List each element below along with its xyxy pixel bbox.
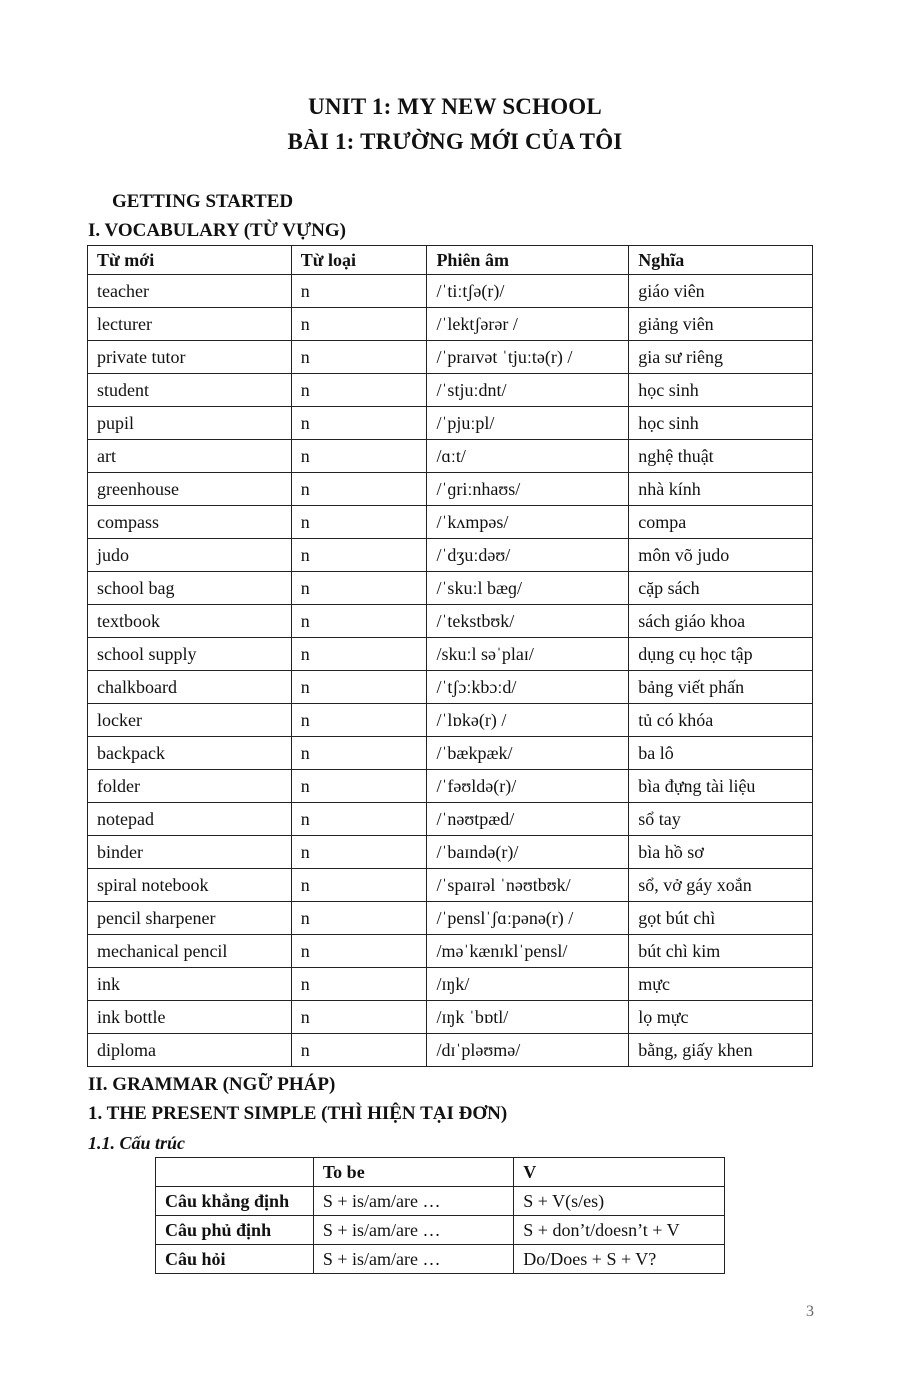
pronunciation-cell: /ˈtiːtʃə(r)/ <box>427 275 629 308</box>
word-cell: art <box>88 440 292 473</box>
table-row <box>88 770 813 803</box>
word-cell: private tutor <box>88 341 292 374</box>
header-word-type: Từ loại <box>291 246 427 275</box>
word-cell: spiral notebook <box>88 869 292 902</box>
word-type-cell: n <box>291 803 427 836</box>
pronunciation-cell: /ˈpenslˈʃɑːpənə(r) / <box>427 902 629 935</box>
sentence-type-cell: Câu khẳng định <box>156 1187 314 1216</box>
pronunciation-cell: /ˈstjuːdnt/ <box>427 374 629 407</box>
word-type-cell: n <box>291 968 427 1001</box>
table-row <box>156 1216 725 1245</box>
section-vocabulary: I. VOCABULARY (TỪ VỰNG) <box>88 220 346 241</box>
table-row <box>88 902 813 935</box>
word-cell: backpack <box>88 737 292 770</box>
pronunciation-cell: /ˈtʃɔːkbɔːd/ <box>427 671 629 704</box>
section-structure: 1.1. Cấu trúc <box>88 1133 186 1153</box>
pronunciation-cell: /ˈpraɪvət ˈtjuːtə(r) / <box>427 341 629 374</box>
pronunciation-cell: /skuːl səˈplaɪ/ <box>427 638 629 671</box>
word-cell: pencil sharpener <box>88 902 292 935</box>
vocabulary-table <box>87 245 813 1067</box>
pronunciation-cell: /ˈɡriːnhaʊs/ <box>427 473 629 506</box>
word-cell: greenhouse <box>88 473 292 506</box>
page-number: 3 <box>806 1303 814 1320</box>
meaning-cell: bìa đựng tài liệu <box>629 770 813 803</box>
table-header-row <box>156 1158 725 1187</box>
table-row <box>88 836 813 869</box>
word-type-cell: n <box>291 572 427 605</box>
pronunciation-cell: /ˈnəʊtpæd/ <box>427 803 629 836</box>
meaning-cell: giáo viên <box>629 275 813 308</box>
pronunciation-cell: /ˈbaɪndə(r)/ <box>427 836 629 869</box>
table-row <box>88 968 813 1001</box>
pronunciation-cell: /ˈkʌmpəs/ <box>427 506 629 539</box>
pronunciation-cell: /ˈskuːl bæɡ/ <box>427 572 629 605</box>
word-type-cell: n <box>291 275 427 308</box>
meaning-cell: ba lô <box>629 737 813 770</box>
word-type-cell: n <box>291 506 427 539</box>
table-row <box>88 374 813 407</box>
word-cell: ink <box>88 968 292 1001</box>
meaning-cell: sổ tay <box>629 803 813 836</box>
word-type-cell: n <box>291 308 427 341</box>
table-header-row <box>88 246 813 275</box>
word-cell: textbook <box>88 605 292 638</box>
section-getting-started: GETTING STARTED <box>112 191 294 212</box>
meaning-cell: tủ có khóa <box>629 704 813 737</box>
meaning-cell: học sinh <box>629 374 813 407</box>
word-type-cell: n <box>291 902 427 935</box>
meaning-cell: mực <box>629 968 813 1001</box>
word-type-cell: n <box>291 671 427 704</box>
table-row <box>156 1187 725 1216</box>
pronunciation-cell: /ˈlɒkə(r) / <box>427 704 629 737</box>
pronunciation-cell: /ɑːt/ <box>427 440 629 473</box>
pronunciation-cell: /ˈlektʃərər / <box>427 308 629 341</box>
meaning-cell: lọ mực <box>629 1001 813 1034</box>
word-type-cell: n <box>291 341 427 374</box>
table-row <box>88 539 813 572</box>
word-cell: school supply <box>88 638 292 671</box>
word-cell: diploma <box>88 1034 292 1067</box>
header-verb: V <box>514 1158 725 1187</box>
word-type-cell: n <box>291 1001 427 1034</box>
meaning-cell: bằng, giấy khen <box>629 1034 813 1067</box>
meaning-cell: môn võ judo <box>629 539 813 572</box>
table-row <box>88 737 813 770</box>
header-word: Từ mới <box>88 246 292 275</box>
table-row <box>88 572 813 605</box>
meaning-cell: nghệ thuật <box>629 440 813 473</box>
meaning-cell: bìa hồ sơ <box>629 836 813 869</box>
to-be-cell: S + is/am/are … <box>313 1187 513 1216</box>
word-type-cell: n <box>291 935 427 968</box>
word-cell: mechanical pencil <box>88 935 292 968</box>
verb-cell: S + don’t/doesn’t + V <box>514 1216 725 1245</box>
section-grammar: II. GRAMMAR (NGỮ PHÁP) <box>88 1074 336 1095</box>
table-row <box>88 671 813 704</box>
section-present-simple: 1. THE PRESENT SIMPLE (THÌ HIỆN TẠI ĐƠN) <box>88 1103 508 1124</box>
table-row <box>88 1001 813 1034</box>
to-be-cell: S + is/am/are … <box>313 1245 513 1274</box>
header-pronunciation: Phiên âm <box>427 246 629 275</box>
meaning-cell: nhà kính <box>629 473 813 506</box>
word-type-cell: n <box>291 770 427 803</box>
header-meaning: Nghĩa <box>629 246 813 275</box>
table-row <box>88 704 813 737</box>
word-type-cell: n <box>291 1034 427 1067</box>
sentence-type-cell: Câu phủ định <box>156 1216 314 1245</box>
word-cell: chalkboard <box>88 671 292 704</box>
table-row <box>88 638 813 671</box>
word-cell: teacher <box>88 275 292 308</box>
meaning-cell: gọt bút chì <box>629 902 813 935</box>
pronunciation-cell: /ˈtekstbʊk/ <box>427 605 629 638</box>
page-subtitle: BÀI 1: TRƯỜNG MỚI CỦA TÔI <box>287 129 623 154</box>
sentence-type-cell: Câu hỏi <box>156 1245 314 1274</box>
word-cell: student <box>88 374 292 407</box>
word-type-cell: n <box>291 704 427 737</box>
table-row <box>88 869 813 902</box>
table-row <box>88 935 813 968</box>
word-type-cell: n <box>291 407 427 440</box>
table-row <box>88 803 813 836</box>
table-row <box>88 341 813 374</box>
table-row <box>88 407 813 440</box>
grammar-table <box>155 1157 725 1274</box>
word-cell: lecturer <box>88 308 292 341</box>
pronunciation-cell: /ˈbækpæk/ <box>427 737 629 770</box>
word-cell: compass <box>88 506 292 539</box>
meaning-cell: học sinh <box>629 407 813 440</box>
pronunciation-cell: /ˈpjuːpl/ <box>427 407 629 440</box>
word-type-cell: n <box>291 605 427 638</box>
table-row <box>88 440 813 473</box>
verb-cell: S + V(s/es) <box>514 1187 725 1216</box>
table-row <box>88 506 813 539</box>
table-row <box>88 308 813 341</box>
table-row <box>88 275 813 308</box>
meaning-cell: compa <box>629 506 813 539</box>
word-cell: locker <box>88 704 292 737</box>
meaning-cell: giảng viên <box>629 308 813 341</box>
pronunciation-cell: /ˈdʒuːdəʊ/ <box>427 539 629 572</box>
word-type-cell: n <box>291 440 427 473</box>
word-cell: pupil <box>88 407 292 440</box>
table-row <box>156 1245 725 1274</box>
meaning-cell: sổ, vở gáy xoắn <box>629 869 813 902</box>
verb-cell: Do/Does + S + V? <box>514 1245 725 1274</box>
word-cell: notepad <box>88 803 292 836</box>
meaning-cell: dụng cụ học tập <box>629 638 813 671</box>
meaning-cell: sách giáo khoa <box>629 605 813 638</box>
word-cell: binder <box>88 836 292 869</box>
meaning-cell: cặp sách <box>629 572 813 605</box>
pronunciation-cell: /ɪŋk ˈbɒtl/ <box>427 1001 629 1034</box>
word-type-cell: n <box>291 638 427 671</box>
word-cell: folder <box>88 770 292 803</box>
word-type-cell: n <box>291 737 427 770</box>
header-empty <box>156 1158 314 1187</box>
table-row <box>88 473 813 506</box>
page-title: UNIT 1: MY NEW SCHOOL <box>308 94 602 119</box>
meaning-cell: bút chì kim <box>629 935 813 968</box>
table-row <box>88 605 813 638</box>
word-type-cell: n <box>291 869 427 902</box>
word-type-cell: n <box>291 836 427 869</box>
meaning-cell: bảng viết phấn <box>629 671 813 704</box>
pronunciation-cell: /ɪŋk/ <box>427 968 629 1001</box>
word-type-cell: n <box>291 539 427 572</box>
word-type-cell: n <box>291 473 427 506</box>
pronunciation-cell: /dɪˈpləʊmə/ <box>427 1034 629 1067</box>
to-be-cell: S + is/am/are … <box>313 1216 513 1245</box>
word-cell: school bag <box>88 572 292 605</box>
word-cell: ink bottle <box>88 1001 292 1034</box>
meaning-cell: gia sư riêng <box>629 341 813 374</box>
pronunciation-cell: /ˈfəʊldə(r)/ <box>427 770 629 803</box>
word-type-cell: n <box>291 374 427 407</box>
header-to-be: To be <box>313 1158 513 1187</box>
pronunciation-cell: /ˈspaɪrəl ˈnəʊtbʊk/ <box>427 869 629 902</box>
table-row <box>88 1034 813 1067</box>
pronunciation-cell: /məˈkænɪklˈpensl/ <box>427 935 629 968</box>
word-cell: judo <box>88 539 292 572</box>
